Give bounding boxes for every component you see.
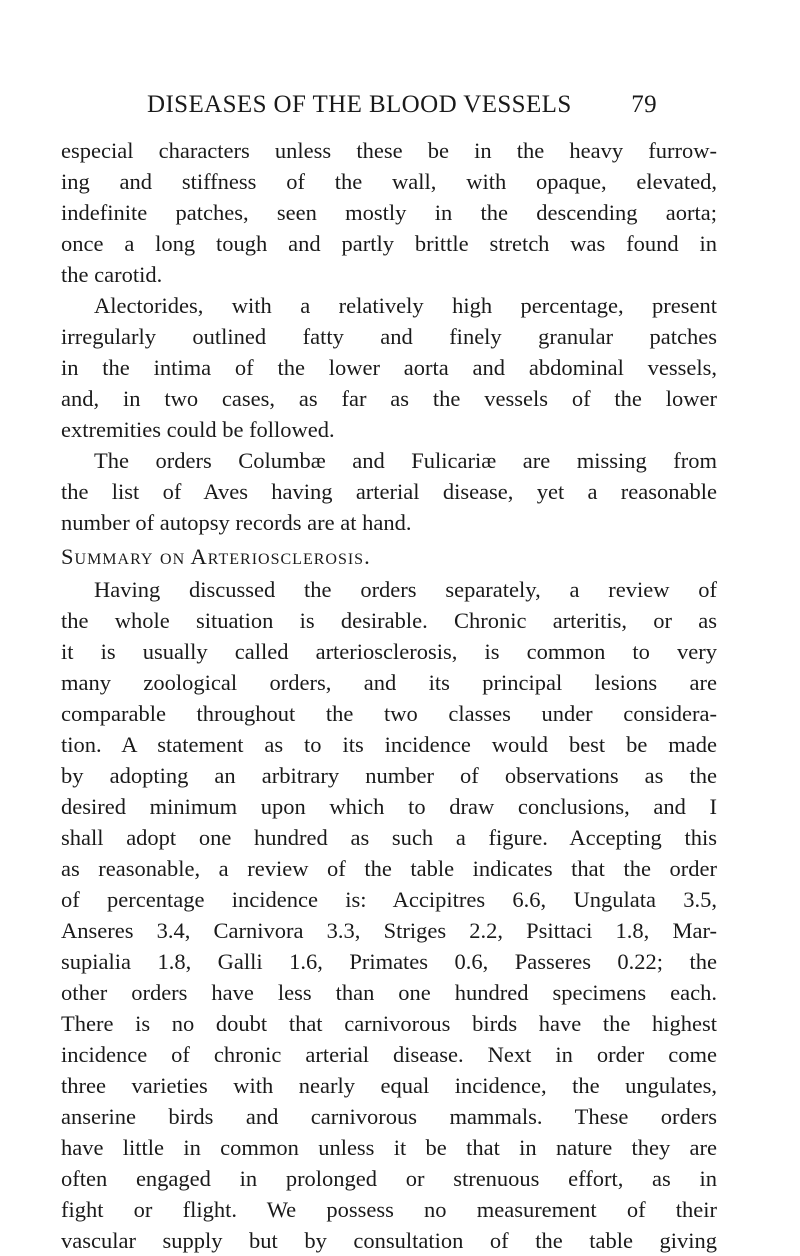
text-line: irregularly outlined fatty and finely granular patches: [61, 324, 717, 349]
text-line: of percentage incidence is: Accipitres 6.6, Ungulata 3.5,: [61, 887, 717, 912]
text-line: often engaged in prolonged or strenuous effort, as in: [61, 1166, 717, 1191]
text-line: incidence of chronic arterial disease. Next in order come: [61, 1042, 717, 1067]
text-line: and, in two cases, as far as the vessels of the lower: [61, 386, 717, 411]
section-heading: Summary on Arteriosclerosis.: [61, 544, 371, 569]
text-line: the list of Aves having arterial disease, yet a reasonable: [61, 479, 717, 504]
text-line: indefinite patches, seen mostly in the descending aorta;: [61, 200, 717, 225]
text-line: desired minimum upon which to draw conclusions, and I: [61, 794, 717, 819]
text-line: extremities could be followed.: [61, 417, 335, 442]
text-line: There is no doubt that carnivorous birds have the highest: [61, 1011, 717, 1036]
text-line: Having discussed the orders separately, a review of: [94, 577, 717, 602]
text-line: fight or flight. We possess no measurement of their: [61, 1197, 717, 1222]
text-line: shall adopt one hundred as such a figure. Accepting this: [61, 825, 717, 850]
text-line: Alectorides, with a relatively high percentage, present: [94, 293, 717, 318]
text-line: ing and stiffness of the wall, with opaque, elevated,: [61, 169, 717, 194]
text-line: as reasonable, a review of the table indicates that the order: [61, 856, 717, 881]
text-line: three varieties with nearly equal incidence, the ungulates,: [61, 1073, 717, 1098]
running-head-title: DISEASES OF THE BLOOD VESSELS: [147, 91, 572, 118]
text-line: tion. A statement as to its incidence would best be made: [61, 732, 717, 757]
text-line: comparable throughout the two classes under considera-: [61, 701, 717, 726]
text-line: the carotid.: [61, 262, 163, 287]
text-line: vascular supply but by consultation of the table giving: [61, 1228, 717, 1253]
text-line: by adopting an arbitrary number of observations as the: [61, 763, 717, 788]
text-line: number of autopsy records are at hand.: [61, 510, 412, 535]
text-line: supialia 1.8, Galli 1.6, Primates 0.6, Passeres 0.22; the: [61, 949, 717, 974]
page-number: 79: [631, 91, 657, 118]
text-line: have little in common unless it be that in nature they are: [61, 1135, 717, 1160]
text-line: The orders Columbæ and Fulicariæ are missing from: [94, 448, 717, 473]
text-line: it is usually called arteriosclerosis, is common to very: [61, 639, 717, 664]
text-line: the whole situation is desirable. Chronic arteritis, or as: [61, 608, 717, 633]
text-line: Anseres 3.4, Carnivora 3.3, Striges 2.2, Psittaci 1.8, Mar-: [61, 918, 717, 943]
text-line: once a long tough and partly brittle stretch was found in: [61, 231, 717, 256]
text-line: in the intima of the lower aorta and abdominal vessels,: [61, 355, 717, 380]
body-text: [61, 135, 717, 1256]
text-line: especial characters unless these be in the heavy furrow-: [61, 138, 717, 163]
text-line: many zoological orders, and its principal lesions are: [61, 670, 717, 695]
text-line: anserine birds and carnivorous mammals. These orders: [61, 1104, 717, 1129]
running-head: [147, 88, 657, 122]
text-line: other orders have less than one hundred specimens each.: [61, 980, 717, 1005]
